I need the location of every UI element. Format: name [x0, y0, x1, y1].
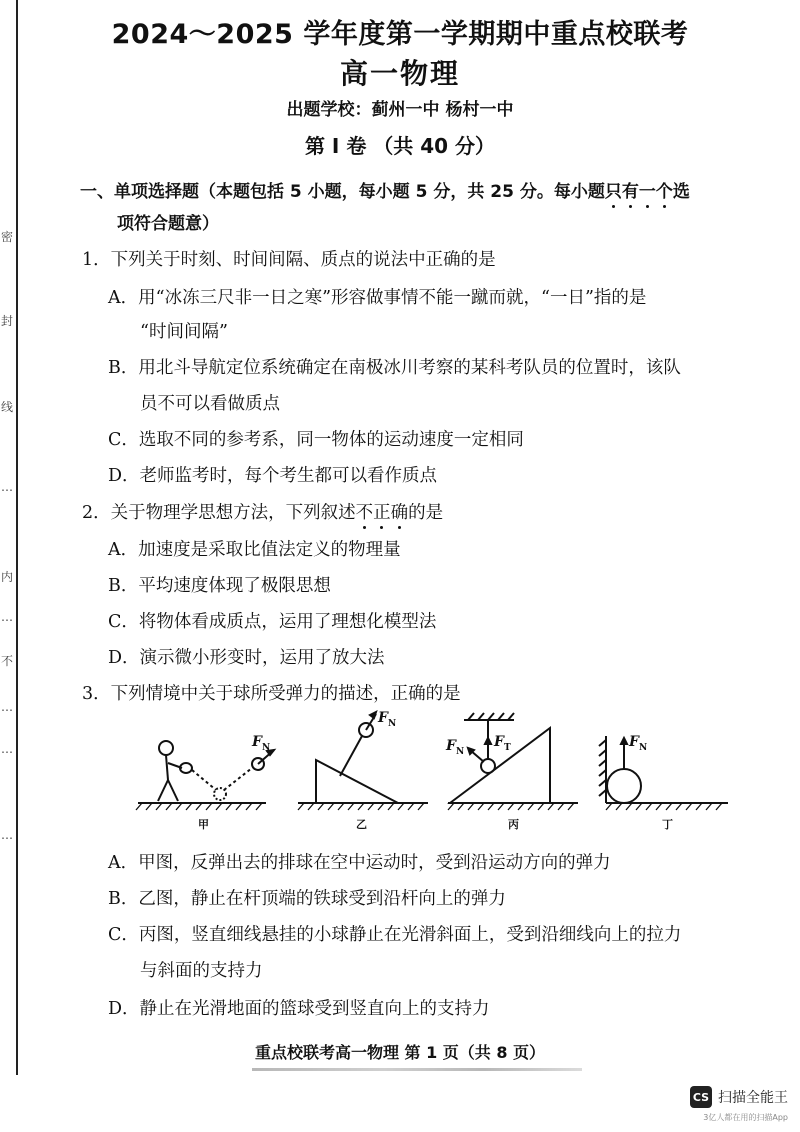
q2-option-d: D．演示微小形变时，运用了放大法	[108, 648, 385, 668]
force-label-ding	[629, 734, 647, 753]
margin-char: …	[1, 480, 13, 494]
margin-char: 线	[1, 400, 14, 414]
margin-char: …	[1, 742, 13, 756]
q3-option-b: B．乙图，静止在杆顶端的铁球受到沿杆向上的弹力	[108, 889, 506, 909]
binding-margin-line	[16, 0, 18, 1075]
emphasis-text	[356, 503, 409, 523]
force-subscript: T	[503, 742, 511, 753]
q3-option-d: D．静止在光滑地面的篮球受到竖直向上的支持力	[108, 999, 490, 1019]
margin-char: 封	[1, 314, 14, 328]
scanner-watermark	[690, 1086, 788, 1108]
q1-option-b-cont: 员不可以看做质点	[140, 394, 280, 414]
force-label-jia	[252, 734, 270, 753]
margin-char: …	[1, 700, 13, 714]
force-label-yi	[378, 710, 396, 729]
emphasis-char: 正	[373, 503, 391, 523]
force-subscript: N	[387, 718, 397, 729]
force-symbol: F	[494, 734, 504, 750]
force-symbol: F	[252, 734, 262, 750]
margin-char: 内	[1, 570, 14, 584]
figure-label-jia: 甲	[198, 818, 209, 831]
q2-stem-text-end: 的是	[408, 503, 444, 523]
section-header-text-end: 选	[672, 182, 690, 202]
force-subscript: N	[261, 742, 271, 753]
q1-option-a-cont: “时间间隔”	[140, 322, 228, 342]
emphasis-char: 有	[621, 182, 639, 202]
section-header-line2: 项符合题意）	[117, 214, 219, 234]
emphasis-char: 一	[638, 182, 656, 202]
force-label-bing-t	[494, 734, 511, 753]
exam-title: 2024～2025 学年度第一学期期中重点校联考	[111, 19, 689, 50]
force-subscript: N	[638, 742, 648, 753]
emphasis-char: 只	[604, 182, 622, 202]
watermark-name: 扫描全能王	[718, 1090, 788, 1106]
q1-stem: 1．下列关于时刻、时间间隔、质点的说法中正确的是	[82, 250, 496, 270]
page-footer: 重点校联考高一物理 第 1 页（共 8 页）	[254, 1043, 546, 1062]
q1-option-c: C．选取不同的参考系，同一物体的运动速度一定相同	[108, 430, 524, 450]
force-symbol: F	[378, 710, 388, 726]
q2-option-a: A．加速度是采取比值法定义的物理量	[108, 540, 401, 560]
margin-char: …	[1, 610, 13, 624]
emphasis-char: 个	[655, 182, 673, 202]
exam-volume: 第 Ⅰ 卷 （共 40 分）	[304, 134, 496, 158]
force-subscript: N	[455, 746, 465, 757]
figure-label-ding: 丁	[662, 818, 673, 831]
force-symbol: F	[629, 734, 639, 750]
q3-figure	[128, 708, 768, 838]
watermark-subtitle: 3亿人都在用的扫描App	[703, 1113, 788, 1122]
camscanner-logo-icon: CS	[690, 1086, 712, 1108]
figure-label-bing: 丙	[508, 818, 519, 831]
q2-option-b: B．平均速度体现了极限思想	[108, 576, 331, 596]
q3-option-a: A．甲图，反弹出去的排球在空中运动时，受到沿运动方向的弹力	[108, 853, 611, 873]
force-label-bing-n	[446, 738, 464, 757]
q1-option-a: A．用“冰冻三尺非一日之寒”形容做事情不能一蹴而就，“一日”指的是	[108, 288, 647, 308]
figure-label-yi: 乙	[356, 818, 367, 831]
q1-option-b: B．用北斗导航定位系统确定在南极冰川考察的某科考队员的位置时，该队	[108, 358, 681, 378]
exam-subject: 高一物理	[339, 57, 460, 90]
exam-schools: 出题学校：蓟州一中 杨村一中	[286, 100, 514, 120]
force-symbol: F	[446, 738, 456, 754]
emphasis-char: 不	[355, 503, 374, 523]
q2-stem	[82, 499, 443, 524]
section-header	[80, 177, 690, 202]
q2-stem-text: 2．关于物理学思想方法，下列叙述	[82, 503, 356, 523]
margin-char: …	[1, 828, 13, 842]
q2-option-c: C．将物体看成质点，运用了理想化模型法	[108, 612, 437, 632]
section-header-text: 一、单项选择题（本题包括 5 小题，每小题 5 分，共 25 分。每小题	[80, 182, 605, 202]
q1-option-d: D．老师监考时，每个考生都可以看作质点	[108, 466, 438, 486]
q3-stem: 3．下列情境中关于球所受弹力的描述，正确的是	[82, 684, 461, 704]
scan-artifact	[252, 1068, 582, 1071]
q3-option-c-cont: 与斜面的支持力	[140, 961, 263, 981]
emphasis-char: 确	[390, 503, 409, 523]
margin-char: 不	[1, 654, 14, 668]
fig-bing	[450, 713, 550, 803]
margin-char: 密	[1, 230, 14, 244]
emphasis-text	[605, 182, 673, 202]
q3-option-c: C．丙图，竖直细线悬挂的小球静止在光滑斜面上，受到沿细线向上的拉力	[108, 925, 682, 945]
